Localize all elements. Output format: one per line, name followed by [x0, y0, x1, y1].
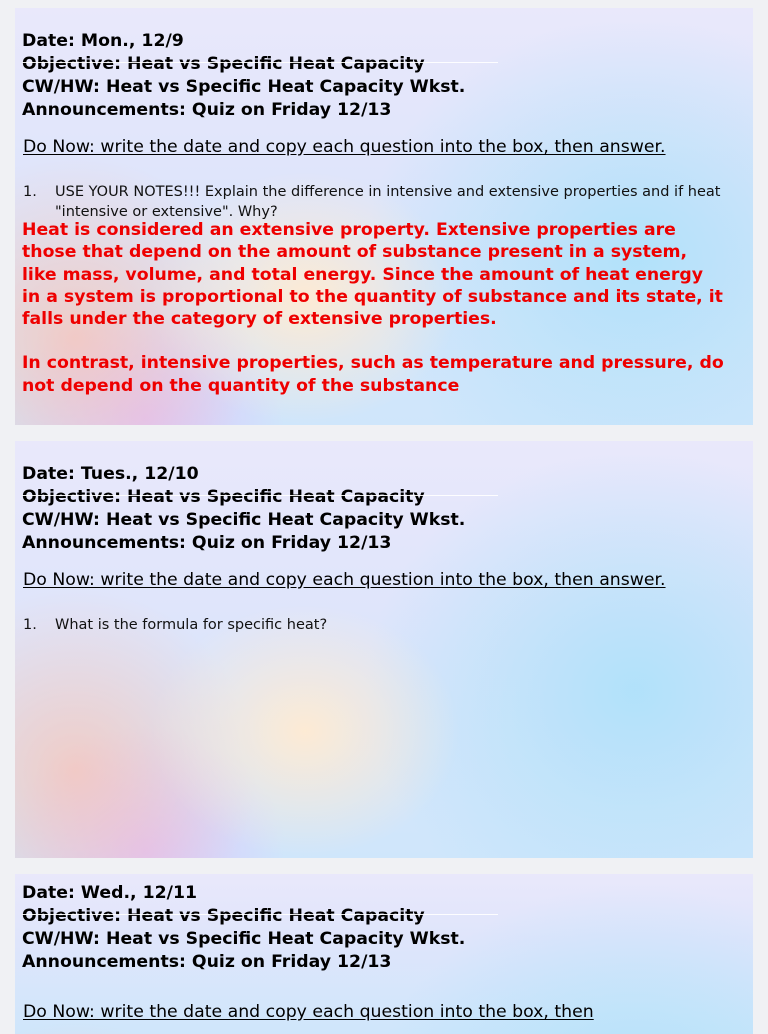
slide-mon — [15, 8, 753, 425]
do-now-instruction: Do Now: write the date and copy each question into the box, then — [23, 1002, 594, 1022]
do-now-instruction: Do Now: write the date and copy each question into the box, then answer. — [23, 570, 666, 590]
question-number: 1. — [23, 184, 37, 200]
answer-paragraph-2: In contrast, intensive properties, such as temperature and pressure, do not depend on the quantity of the substance — [22, 353, 724, 396]
slide-header — [22, 30, 465, 122]
header-divider — [22, 495, 498, 496]
cwhw-line: CW/HW: Heat vs Specific Heat Capacity Wkst. — [22, 77, 466, 97]
cwhw-line: CW/HW: Heat vs Specific Heat Capacity Wkst. — [22, 510, 466, 530]
date-line: Date: Wed., 12/11 — [22, 883, 198, 903]
header-divider — [22, 914, 498, 915]
answer-paragraph-1: Heat is considered an extensive property. Extensive properties are those that depend on the amount of substance present in a system, like mass, volume, and total energy. Since the amount of heat energy in a system is proportional to the quantity of substance and its state, it falls under the category of extensive properties. — [22, 220, 723, 330]
objective-line: Objective: Heat vs Specific Heat Capacity — [22, 906, 425, 926]
slide-header — [22, 463, 465, 555]
cwhw-line: CW/HW: Heat vs Specific Heat Capacity Wkst. — [22, 929, 466, 949]
slide-tues — [15, 441, 753, 858]
slide-header — [22, 882, 465, 974]
date-line: Date: Tues., 12/10 — [22, 464, 199, 484]
slide-wed — [15, 874, 753, 1034]
announcements-line: Announcements: Quiz on Friday 12/13 — [22, 533, 392, 553]
question-text: What is the formula for specific heat? — [55, 617, 328, 633]
objective-line: Objective: Heat vs Specific Heat Capacity — [22, 54, 425, 74]
header-divider — [22, 62, 498, 63]
answer-text — [22, 219, 727, 397]
question-item — [23, 182, 723, 222]
question-number: 1. — [23, 617, 37, 633]
do-now-instruction: Do Now: write the date and copy each question into the box, then answer. — [23, 137, 666, 157]
date-line: Date: Mon., 12/9 — [22, 31, 184, 51]
question-text: USE YOUR NOTES!!! Explain the difference in intensive and extensive properties and if heat "intensive or extensive". Why? — [55, 184, 721, 220]
question-item — [23, 615, 723, 635]
announcements-line: Announcements: Quiz on Friday 12/13 — [22, 952, 392, 972]
objective-line: Objective: Heat vs Specific Heat Capacity — [22, 487, 425, 507]
announcements-line: Announcements: Quiz on Friday 12/13 — [22, 100, 392, 120]
